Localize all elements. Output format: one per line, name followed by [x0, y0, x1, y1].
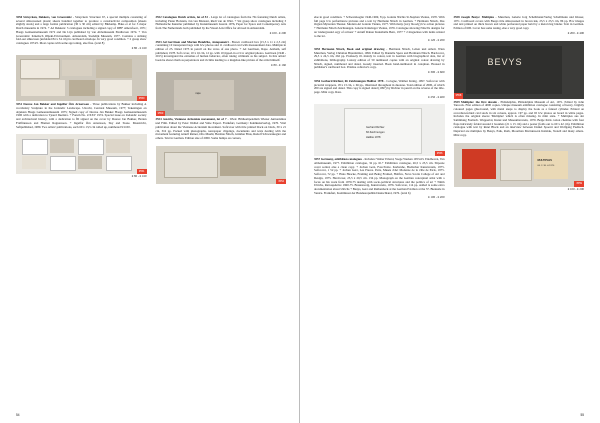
richter-cover-line1: Gerhard Richter	[366, 126, 385, 130]
lot-estimate: € 250 - € 400	[428, 94, 445, 99]
lot-estimate: € 80 - € 160	[131, 45, 147, 50]
lot-number: 3551	[16, 102, 23, 107]
lot-entry	[314, 80, 445, 100]
figure-tag: 3559	[576, 182, 582, 186]
multiples-cover-subtitle: 66. 2. 90. & 1970	[537, 164, 555, 167]
multiples-cover-title: MULTIPLES	[537, 158, 553, 162]
figure-image-richter-book	[314, 104, 445, 156]
lot-title: Joseph Beuys: Multiples	[461, 15, 495, 19]
lot-number: 3550	[16, 15, 23, 19]
lot-description: - Munchen, Galerie Jorg Schellmann/Verlag Schellmann und Kluser, 1971. Cardboard covers with Beuys title silkscreened in brown ink, 23,5 x 23,5 cm, 86 pp. B/w images and text printed on thick brown and white perforated paper held by a metal ring binder. Text in German. Edition of 600. Cover has some toning, else a very good copy.	[453, 15, 584, 31]
lot-title: Austria, Viennese Actionism movement, lot of 7	[162, 117, 227, 122]
figure-tag: 3551	[138, 170, 145, 174]
figure-lot-3553	[156, 72, 287, 116]
lot-description: - Wien: Bildkompendium Wiener Aktionismus und Film. Edited by Peter Weibel and Valie Export. Frankfurt, Germany: Kohlkunstverlag, 1970. Vital publication about the Viennese Actionism movement. Softcover with title printed black on black, 30 x 21 cm, 316 pp. Packed with photographs, newspaper clippings, documents and texts dealing with the movement featuring Arnulf Rainer, Otto Muehl, Herman Nitsch, Günther Brus, Rudolf Schwarzkogler and others. Text in German. Edition size of 2000. Some bumps on corners,	[155, 117, 287, 140]
richter-cover-line3: Halifax 1978	[366, 136, 381, 140]
lot-entry	[156, 118, 287, 140]
lot-estimate: € 80 - € 160	[271, 62, 286, 67]
lot-entry	[16, 103, 147, 129]
lot-number: 3558	[453, 15, 460, 19]
lot-title: Catalogues Dutch artists, lot of 53	[162, 15, 208, 19]
lot-entry	[454, 16, 585, 36]
left-page-columns	[16, 16, 286, 184]
lot-entry	[314, 158, 445, 200]
lot-number: 3555	[314, 46, 321, 51]
figure-image-book-pile	[156, 146, 287, 184]
lot-description: - Includes: Walter Erhard, Voege Werken 1953-63. Eindhoven, Van Abbemuseum, 1977. Exhibition catalogue, 32 pp. ill.+ Exhibition catalogue, 26,5 x 23,5 cm. Sliposie cover soiled, else a clean copy. + Jochen Gerz, Foto/Texte. Karlsruhe, Badischer Kunstverein, 1975. Softcover, 1 52 pp. + Jochen Gerz, Les Pieces. Paris, Musée d'Art Moderne de la ville de Paris, 1975. Softcover, 72 pp. + Hans Haacke, Framing and Being Framed, Halifax, Nova Scotia College of Art and Design, 1975. Hardcover, 23,5 x 20,5 cm. 134 pp. Monograph on the German conceptual artist with a focus on his work from 1970-75 dealing with socio-political structures and the politics of art + Timm Ulrichs, Retrospektive 1960-75. Braunsweig, Kunstverein, 1976. Softcover, 114 pp. Added is some extra documentation about Ulrichs + Beuys, Gerz and Ruthenbeck at the German Pavilion at the 37. Biennale in Venice. Frankfurt, Kommissar der Bundesrepublik Deutschland, 1976. (total 6)	[314, 157, 445, 195]
lot-number: 3557	[314, 157, 321, 162]
lot-estimate: € 80 - € 160	[131, 174, 147, 179]
figure-lot-3558	[454, 41, 585, 99]
page-folio-left: 54	[16, 413, 20, 417]
lot-entry	[314, 48, 445, 75]
lot-title: Multiples: the first decade	[460, 99, 497, 104]
lot-title: Ad Gerritsen and Marten Hendriks, Antopometri	[162, 39, 229, 44]
lot-entry	[156, 16, 287, 36]
lot-description: - Philadelphia, Philadelphia Museum of Art, 1971. Edited by John Tancock. First edition of 4000 copies. Unique museum exhibition catalogue consisting of heavy, brightly coloured pages glue-bound, with metal snaps to display the book as a fanned cylinder. Printed on accordion-folded card stock in six colours, approx. 197 pp. and 65 b/w photos on board in white pages. Includes the original sleeve 'Multiples' which is often missing. In mint state. + Multiples aus der Sammlung Feelisch. Wuppertal, Kunst und Museumsverein, 1979. Beige thick cotton chemise with four flaps intricately folded around 2 booklets (21 x 15 cm) and a poster (folds out to 60 x 42 cm). Exhibition catalogue with text by René Block and an interview between Daniel Spoerri and Wolfgang Feelisch. Depicted are multiples by Beuys, Paik, Roth, Moorman Maciunas/en Kniziak, Vostell and many others. Mint copy.	[453, 99, 584, 137]
lot-description: - Brown cardboard box (15,5 x 11 x 2,5 cm) containing 10 transparent bags with b/w photos and 11 cardboard card with measurement data. Multiple in edition of 25. Dated 1973 in pencil on the verso of one photo. + Ad Gerritsen, Rape. Arnhem, self published, 1978. Soft cover, 10 x 16 cm, 12 pp. with 10 tipped-in or b/w original photos. Gerritsen (1940 - 2015) investigated the extremes of human behavior, often taking criminals as his subject. In this artists' book he shows them as perpetrators and victims leading to a mugshot-like picture of the artist himself.	[155, 39, 287, 63]
lot-number: 3559	[453, 99, 460, 104]
beuys-cover-title: BEVYS	[487, 56, 523, 67]
lot-title: Douwe Jan Bakker and Ingelfar Örn Arnarsson	[23, 102, 89, 107]
lot-description: - Three publications by Bakker including A vocabulary Sculpture in the Icelandic Landscape. Utrecht, Centraal Museum, 1977; Tekeningen en objekten Haags Gemeentemuseum 1975; Signed copy of Douwe Jan Bakker Haags Gemeentemuseum 1990 with a dedication to Tjeerd Deelstra. + Forum No. 2/XXV 1974. Special issue on Icelandic society and architectural history, with a dedication to ÍD signed on the cover by Douwe Jan Bakker, Herien Fridfinnsson and Hreinar Ragnarsson. + Ingelfar Örn Arnarsson, Sky and Stone. Maastricht, Sefipublished, 1980. Two artists' publications, each 60 x 13,5 cm rolled up, numbered 9/1100.	[16, 102, 147, 129]
lot-estimate: € 300 - € 600	[428, 70, 445, 75]
figure-tag: 3550	[138, 97, 145, 101]
lot-number: 3554	[155, 117, 162, 122]
lot-entry-continuation	[314, 16, 445, 43]
lot-number: 3553	[155, 39, 162, 44]
lot-title: Hermann Nitsch, Book and original drawing	[321, 46, 385, 51]
lot-description: - Large lot of catalogues from the 70s featuring Dutch artists, including Pieter Holstein, Jan van Munster, Rudi van de Wint. + Six group show catalogues including 3 Hollandsche Kunstler published by Kunstmuseum Luzern 1976, Paper for Space and Contemporary Arts from The Netherlands both published by the Visual Arts Office for Abroad in Amsterdam.	[155, 15, 287, 31]
lot-estimate: € 200 - € 400	[567, 30, 584, 35]
lot-description: - Struycken: Structuur 67, a special multiple consisting of several silkscreened plastic sheets bundled together to produce a constructivist composition (sheets slightly stuck) and a large format publication (30 x 30 cm) edited by Bürkamp. Haks et al for 3 major Dutch museums in 1974. + Ad Dekkers: 3 catalogues including a signed copy of DHF Amersfoort, 1971; Haags Gemeentemuseum 1972 and De Lijn published by van Abbemuseum Eindhoven 1974. + Von Graevenitz: Kinetisch Objekt-Environment. Amsterdam, Stedelijk Museum, 1977. Contains a striking fold-out silkscreen (unfolded 84 x 54 cm) in cardboard envelope. In very good condition. + 2 group show catalogues 1974/5. Most copies with some age toning, else fine. (total 8)	[16, 15, 147, 45]
figure-tag: 3554	[278, 179, 284, 183]
figure-lot-3551	[16, 134, 147, 179]
richter-cover-line2: 66 Zeichnungen	[366, 131, 385, 135]
figure-tag: 3556	[436, 152, 443, 156]
lot-estimate: € 120 - € 200	[428, 38, 445, 43]
figure-lot-3550	[16, 55, 147, 101]
page-folio-right: 55	[580, 413, 584, 417]
lot-description: else in good condition. + Schwarzkogler 1940-1969, 8 pp. Galerie Nächts St.Stephan Vienna, 1970. With full page b/w performance pictures and a text by Hermann Nitsch in German. + Hermann Nitsch, Das Orgien Mysterien Theater. Modern Art Galerie Vienna, 1977. With many (very bloody) b/w action pictures + Hermann Nitsch Zeichnungen. Galerie Krinzinger Vienna, 1976. Catalogue showing Nitsch's designs for an 'underground orgy of actions' + Arnulf Rainer Kunsthalle Bern, 1977 + 2 magazines with items related to the lot.	[314, 15, 445, 38]
lot-number: 3552	[155, 15, 162, 19]
figure-lot-3556	[314, 104, 445, 156]
lot-title: Gerhard Richter, 66 Zeichnungen Halifax 1978	[321, 78, 384, 83]
lot-description: - Cologne, Walther König, 1997. Softcover with pictorial wrappers, 18 x 13 cm, c. 66 pp., illustrated throughout in duotone. Total edition of 2000, of which 200 are signed and dated. This copy is signed dated (1997) by Richter in pencil on the reverse of the title-page. Mint copy. Rare.	[314, 78, 445, 94]
figure-image-rape-book: rape 3553	[156, 72, 287, 116]
figure-tag: 3553	[157, 112, 164, 116]
right-page-columns	[314, 16, 584, 200]
lot-title: Struycken, Dekkers, von Graevenitz	[23, 15, 72, 19]
lot-entry	[156, 41, 287, 68]
lot-entry	[16, 16, 147, 50]
lot-title: Germany, exhibition catalogues	[320, 157, 362, 162]
figure-image-books	[16, 55, 147, 101]
lot-entry	[454, 101, 585, 138]
lot-number: 3556	[314, 78, 321, 83]
lot-estimate: € 100 - € 200	[567, 186, 584, 191]
lot-estimate: € 100 - € 200	[269, 30, 286, 35]
figure-tag: 3558	[455, 94, 462, 98]
figure-image-beuys-book	[454, 41, 585, 99]
figure-image-grid	[16, 134, 147, 174]
figure-lot-3559	[454, 143, 585, 192]
figure-image-multiples-book	[454, 143, 585, 187]
lot-description: - Hermann Nitsch, Leben und Arbeit. Wien Munchen, Verlag Christian Brandstätter, 1999. Edited by Danielle Spera and Hermann Nitsch. Hardcover, 29,5 x 24,5 cm, 262 pp. Profusely ill. mainly in colour, text in German with biographical data, list of exhibitions, bibliography. Luxury edition of 50 numbered copies with an original colour drawing by Nitsch, signed, numbered and dated, loosely inserted. Book hand-numbered in colophon. Housed in publisher's cardboard box. Pristine collector's copy.	[314, 46, 445, 70]
figure-lot-3554	[156, 146, 287, 184]
right-page	[300, 0, 600, 423]
lot-estimate: € 100 - € 200	[428, 195, 445, 200]
